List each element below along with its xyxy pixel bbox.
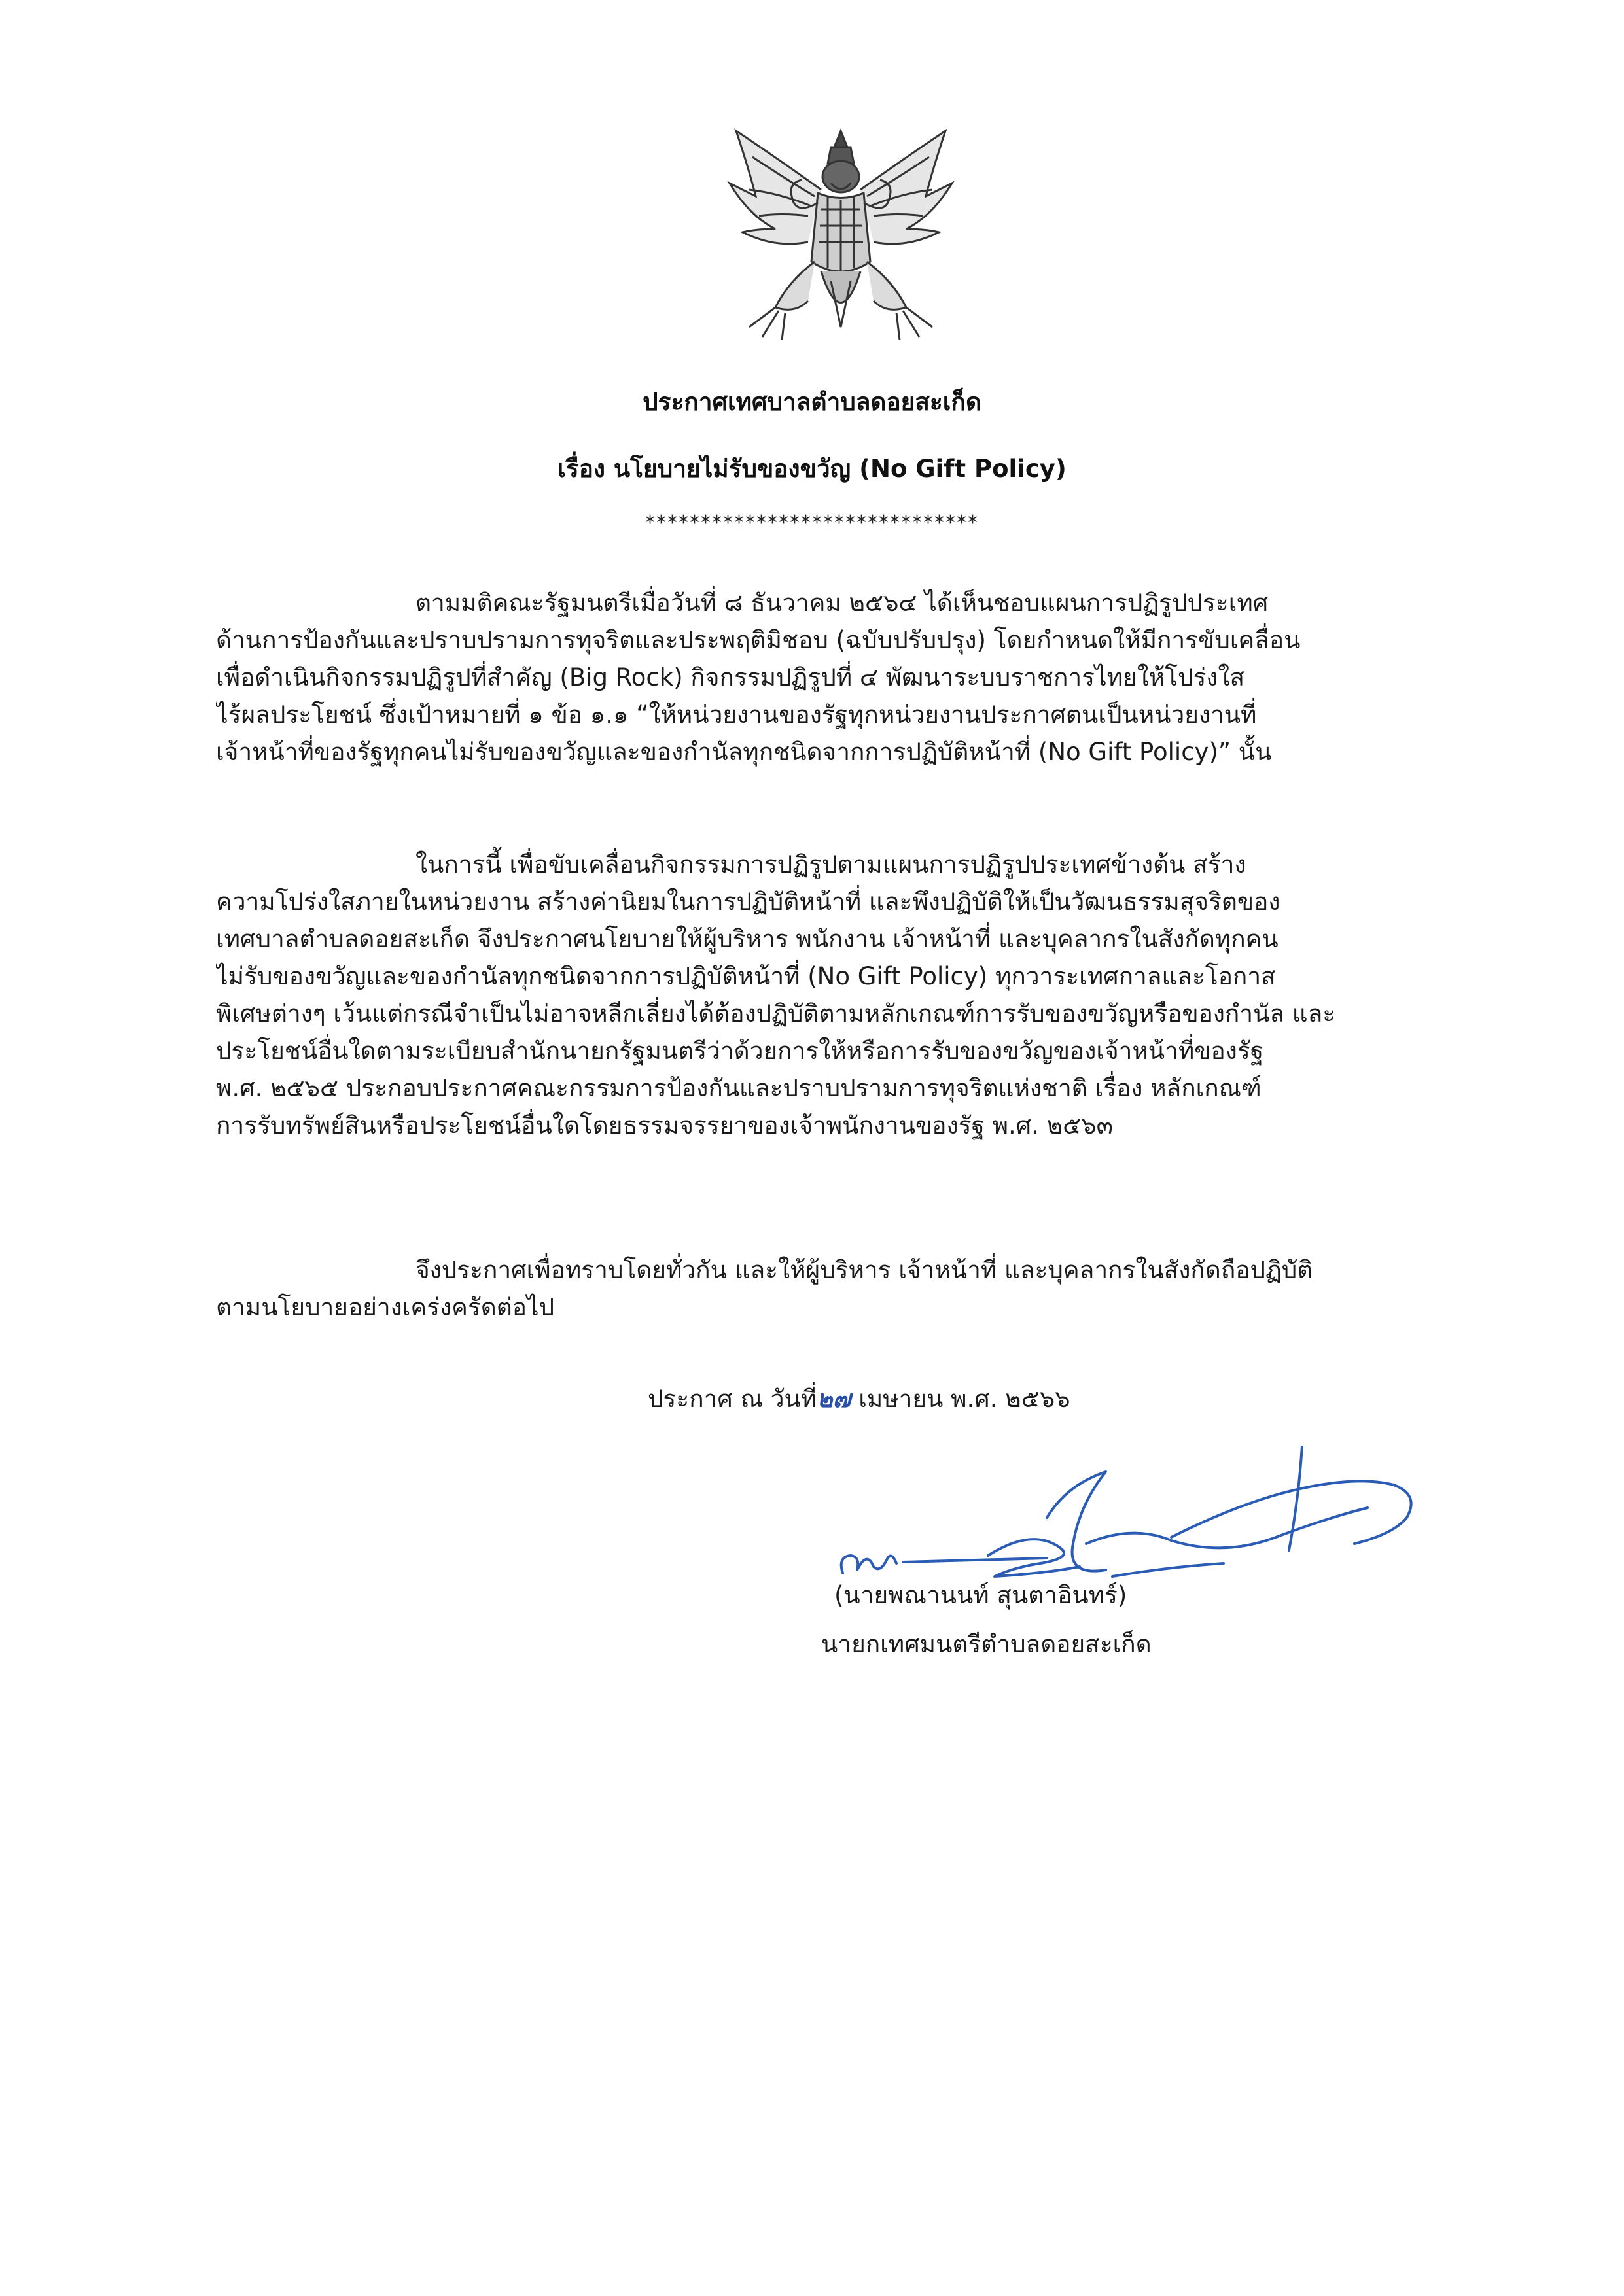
paragraph-line: ประโยชน์อื่นใดตามระเบียบสำนักนายกรัฐมนตรีว่าด้วยการให้หรือการรับของขวัญของเจ้าหน้าที่ของรัฐ: [216, 1037, 1264, 1065]
paragraph-line: เจ้าหน้าที่ของรัฐทุกคนไม่รับของขวัญและของกำนัลทุกชนิดจากการปฏิบัติหน้าที่ (No Gift Policy)” นั้น: [216, 738, 1272, 766]
signatory-position: นายกเทศมนตรีตำบลดอยสะเก็ด: [821, 1630, 1152, 1658]
handwritten-day: ๒๗: [817, 1385, 851, 1413]
paragraph-line: จึงประกาศเพื่อทราบโดยทั่วกัน และให้ผู้บริหาร เจ้าหน้าที่ และบุคลากรในสังกัดถือปฏิบัติ: [415, 1256, 1313, 1284]
body-paragraph-2: [216, 846, 1456, 1144]
date-prefix: ประกาศ ณ วันที่: [648, 1385, 817, 1413]
paragraph-line: การรับทรัพย์สินหรือประโยชน์อื่นใดโดยธรรมจรรยาของเจ้าพนักงานของรัฐ พ.ศ. ๒๕๖๓: [216, 1111, 1113, 1139]
paragraph-line: ไร้ผลประโยชน์ ซึ่งเป้าหมายที่ ๑ ข้อ ๑.๑ “ให้หน่วยงานของรัฐทุกหน่วยงานประกาศตนเป็นหน่วยงานที่: [216, 701, 1257, 729]
paragraph-line: เพื่อดำเนินกิจกรรมปฏิรูปที่สำคัญ (Big Rock) กิจกรรมปฏิรูปที่ ๔ พัฒนาระบบราชการไทยให้โปร่งใส: [216, 663, 1245, 691]
date-suffix: เมษายน พ.ศ. ๒๕๖๖: [858, 1385, 1070, 1413]
paragraph-line: พิเศษต่างๆ เว้นแต่กรณีจำเป็นไม่อาจหลีกเลี่ยงได้ต้องปฏิบัติตามหลักเกณฑ์การรับของขวัญหรือของกำนัล และ: [216, 1000, 1336, 1028]
paragraph-line: ตามนโยบายอย่างเคร่งครัดต่อไป: [216, 1293, 555, 1321]
paragraph-line: เทศบาลตำบลดอยสะเก็ด จึงประกาศนโยบายให้ผู้บริหาร พนักงาน เจ้าหน้าที่ และบุคลากรในสังกัดทุกคน: [216, 925, 1279, 953]
paragraph-line: พ.ศ. ๒๕๖๕ ประกอบประกาศคณะกรรมการป้องกันและปราบปรามการทุจริตแห่งชาติ เรื่อง หลักเกณฑ์: [216, 1074, 1262, 1102]
announcement-date: [648, 1380, 1070, 1418]
body-paragraph-3: [216, 1251, 1456, 1326]
paragraph-line: ไม่รับของขวัญและของกำนัลทุกชนิดจากการปฏิบัติหน้าที่ (No Gift Policy) ทุกวาระเทศกาลและโอกาส: [216, 962, 1276, 990]
paragraph-line: ด้านการป้องกันและปราบปรามการทุจริตและประพฤติมิชอบ (ฉบับปรับปรุง) โดยกำหนดให้มีการขับเคลื่อน: [216, 626, 1301, 654]
title-separator: ******************************: [645, 512, 979, 534]
announcement-title: ประกาศเทศบาลตำบลดอยสะเก็ด: [643, 388, 981, 416]
paragraph-line: ในการนี้ เพื่อขับเคลื่อนกิจกรรมการปฏิรูปตามแผนการปฏิรูปประเทศข้างต้น สร้าง: [415, 850, 1246, 878]
handwritten-signature: [831, 1446, 1420, 1596]
body-paragraph-1: [216, 584, 1456, 771]
announcement-subject: เรื่อง นโยบายไม่รับของขวัญ (No Gift Policy): [557, 455, 1067, 483]
signatory-name: (นายพณานนท์ สุนตาอินทร์): [834, 1581, 1127, 1609]
paragraph-line: ตามมติคณะรัฐมนตรีเมื่อวันที่ ๘ ธันวาคม ๒๕๖๔ ได้เห็นชอบแผนการปฏิรูปประเทศ: [415, 589, 1269, 617]
paragraph-line: ความโปร่งใสภายในหน่วยงาน สร้างค่านิยมในการปฏิบัติหน้าที่ และพึงปฏิบัติให้เป็นวัฒนธรรมสุจริตของ: [216, 888, 1280, 916]
garuda-emblem: [723, 118, 959, 360]
